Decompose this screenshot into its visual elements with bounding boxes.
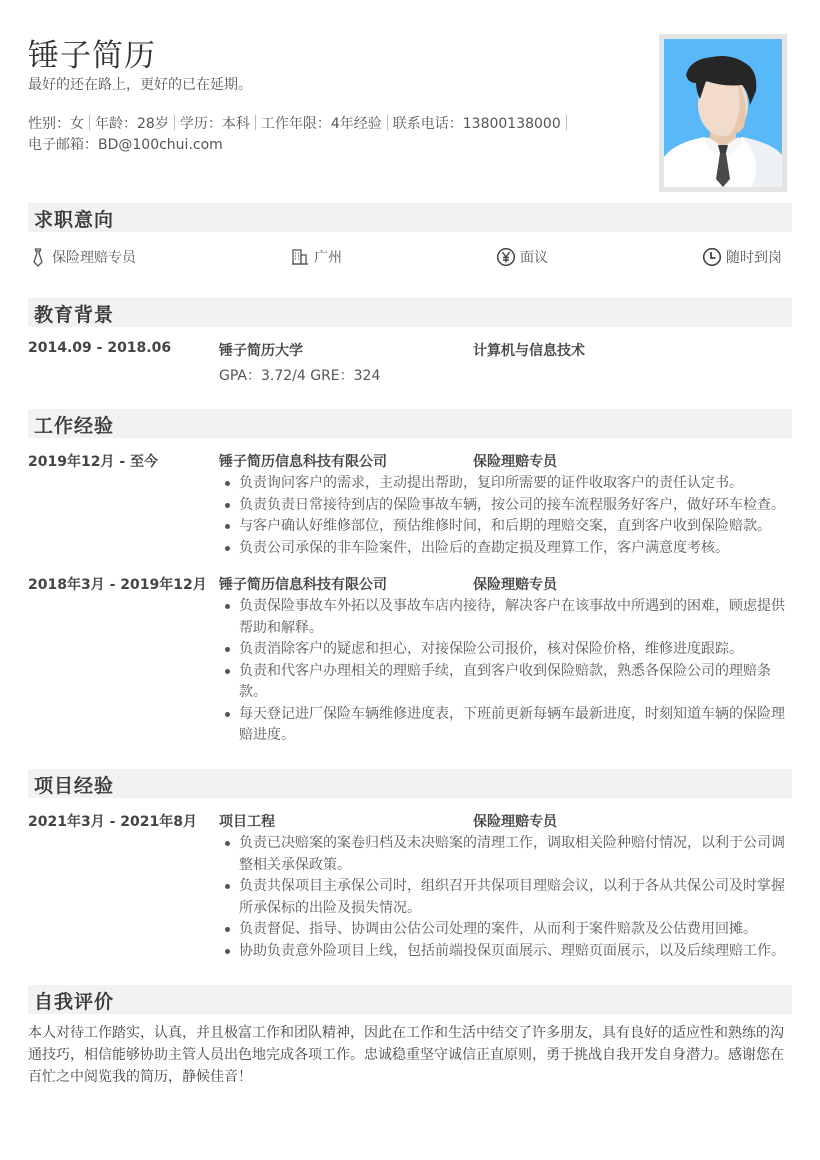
intent-salary-label: 面议 xyxy=(520,250,548,266)
work-role: 保险理赔专员 xyxy=(473,454,557,470)
resume-name: 锤子简历 xyxy=(28,38,156,74)
list-item: 负责公司承保的非车险案件，出险后的查勘定损及理算工作，客户满意度考核。 xyxy=(219,538,789,560)
tie-icon xyxy=(28,247,48,267)
divider xyxy=(566,115,567,130)
list-item: 负责已决赔案的案卷归档及未决赔案的清理工作，调取相关险种赔付情况，以利于公司调整相关承保政策。 xyxy=(219,833,789,876)
divider xyxy=(89,115,90,130)
work-date: 2018年3月 - 2019年12月 xyxy=(28,577,207,593)
avatar-illustration-icon xyxy=(664,39,782,187)
intent-position xyxy=(28,247,136,267)
list-item: 协助负责意外险项目上线，包括前端投保页面展示、理赔页面展示，以及后续理赔工作。 xyxy=(219,941,789,963)
education-date: 2014.09 - 2018.06 xyxy=(28,340,172,356)
intent-position-label: 保险理赔专员 xyxy=(52,250,136,266)
intent-city-label: 广州 xyxy=(314,250,342,266)
section-title: 项目经验 xyxy=(34,775,115,797)
section-header-education xyxy=(28,298,792,327)
list-item: 负责共保项目主承保公司时，组织召开共保项目理赔会议，以利于各从共保公司及时掌握所承保标的出险及损失情况。 xyxy=(219,876,789,919)
divider xyxy=(255,115,256,130)
section-header-intent xyxy=(28,203,792,232)
project-role: 保险理赔专员 xyxy=(473,814,557,830)
job-intent-row xyxy=(28,247,792,269)
building-icon xyxy=(290,247,310,267)
work-duties-list xyxy=(219,473,789,559)
section-header-projects xyxy=(28,769,792,798)
work-company: 锤子简历信息科技有限公司 xyxy=(219,577,387,593)
info-work-years: 工作年限：4年经验 xyxy=(260,116,382,132)
divider xyxy=(387,115,388,130)
section-title: 求职意向 xyxy=(34,209,115,231)
intent-availability xyxy=(702,247,782,267)
list-item: 负责询问客户的需求，主动提出帮助，复印所需要的证件收取客户的责任认定书。 xyxy=(219,473,789,495)
section-title: 工作经验 xyxy=(34,415,115,437)
avatar-photo xyxy=(659,34,787,192)
intent-availability-label: 随时到岗 xyxy=(726,250,782,266)
project-name: 项目工程 xyxy=(219,814,275,830)
intent-salary xyxy=(496,247,548,267)
info-age: 年龄：28岁 xyxy=(95,116,169,132)
work-date: 2019年12月 - 至今 xyxy=(28,454,159,470)
info-gender: 性别：女 xyxy=(28,116,84,132)
list-item: 负责负责日常接待到店的保险事故车辆，按公司的接车流程服务好客户，做好环车检查。 xyxy=(219,495,789,517)
list-item: 负责和代客户办理相关的理赔手续，直到客户收到保险赔款，熟悉各保险公司的理赔条款。 xyxy=(219,661,789,704)
list-item: 与客户确认好维修部位，预估维修时间，和后期的理赔交案，直到客户收到保险赔款。 xyxy=(219,516,789,538)
work-company: 锤子简历信息科技有限公司 xyxy=(219,454,387,470)
info-education: 学历：本科 xyxy=(179,116,250,132)
info-phone: 联系电话：13800138000 xyxy=(392,116,561,132)
list-item: 负责督促、指导、协调由公估公司处理的案件，从而利于案件赔款及公估费用回摊。 xyxy=(219,919,789,941)
divider xyxy=(174,115,175,130)
basic-info-line xyxy=(28,113,572,133)
info-email: 电子邮箱：BD@100chui.com xyxy=(28,137,223,153)
self-evaluation-text: 本人对待工作踏实，认真，并且极富工作和团队精神，因此在工作和生活中结交了许多朋友，具有良好的适应性和熟练的沟通技巧，相信能够协助主管人员出色地完成各项工作。忠诚稳重坚守诚信正直原则，勇于挑战自我开发自身潜力。感谢您在百忙之中阅览我的简历，静候佳音！ xyxy=(28,1025,784,1085)
education-school: 锤子简历大学 xyxy=(219,343,303,359)
list-item: 每天登记进厂保险车辆维修进度表，下班前更新每辆车最新进度，时刻知道车辆的保险理赔进度。 xyxy=(219,704,789,747)
list-item: 负责保险事故车外拓以及事故车店内接待，解决客户在该事故中所遇到的困难，顾虑提供帮助和解释。 xyxy=(219,596,789,639)
project-duties-list xyxy=(219,833,789,962)
resume-motto: 最好的还在路上，更好的已在延期。 xyxy=(28,77,252,93)
yen-icon xyxy=(496,247,516,267)
section-title: 教育背景 xyxy=(34,304,115,326)
section-header-self-eval xyxy=(28,985,792,1014)
section-header-work xyxy=(28,409,792,438)
project-date: 2021年3月 - 2021年8月 xyxy=(28,814,197,830)
list-item: 负责消除客户的疑虑和担心，对接保险公司报价，核对保险价格，维修进度跟踪。 xyxy=(219,639,789,661)
section-title: 自我评价 xyxy=(34,991,115,1013)
intent-city xyxy=(290,247,342,267)
clock-icon xyxy=(702,247,722,267)
education-major: 计算机与信息技术 xyxy=(473,343,585,359)
work-duties-list xyxy=(219,596,789,747)
work-role: 保险理赔专员 xyxy=(473,577,557,593)
education-scores: GPA：3.72/4 GRE：324 xyxy=(219,368,381,384)
